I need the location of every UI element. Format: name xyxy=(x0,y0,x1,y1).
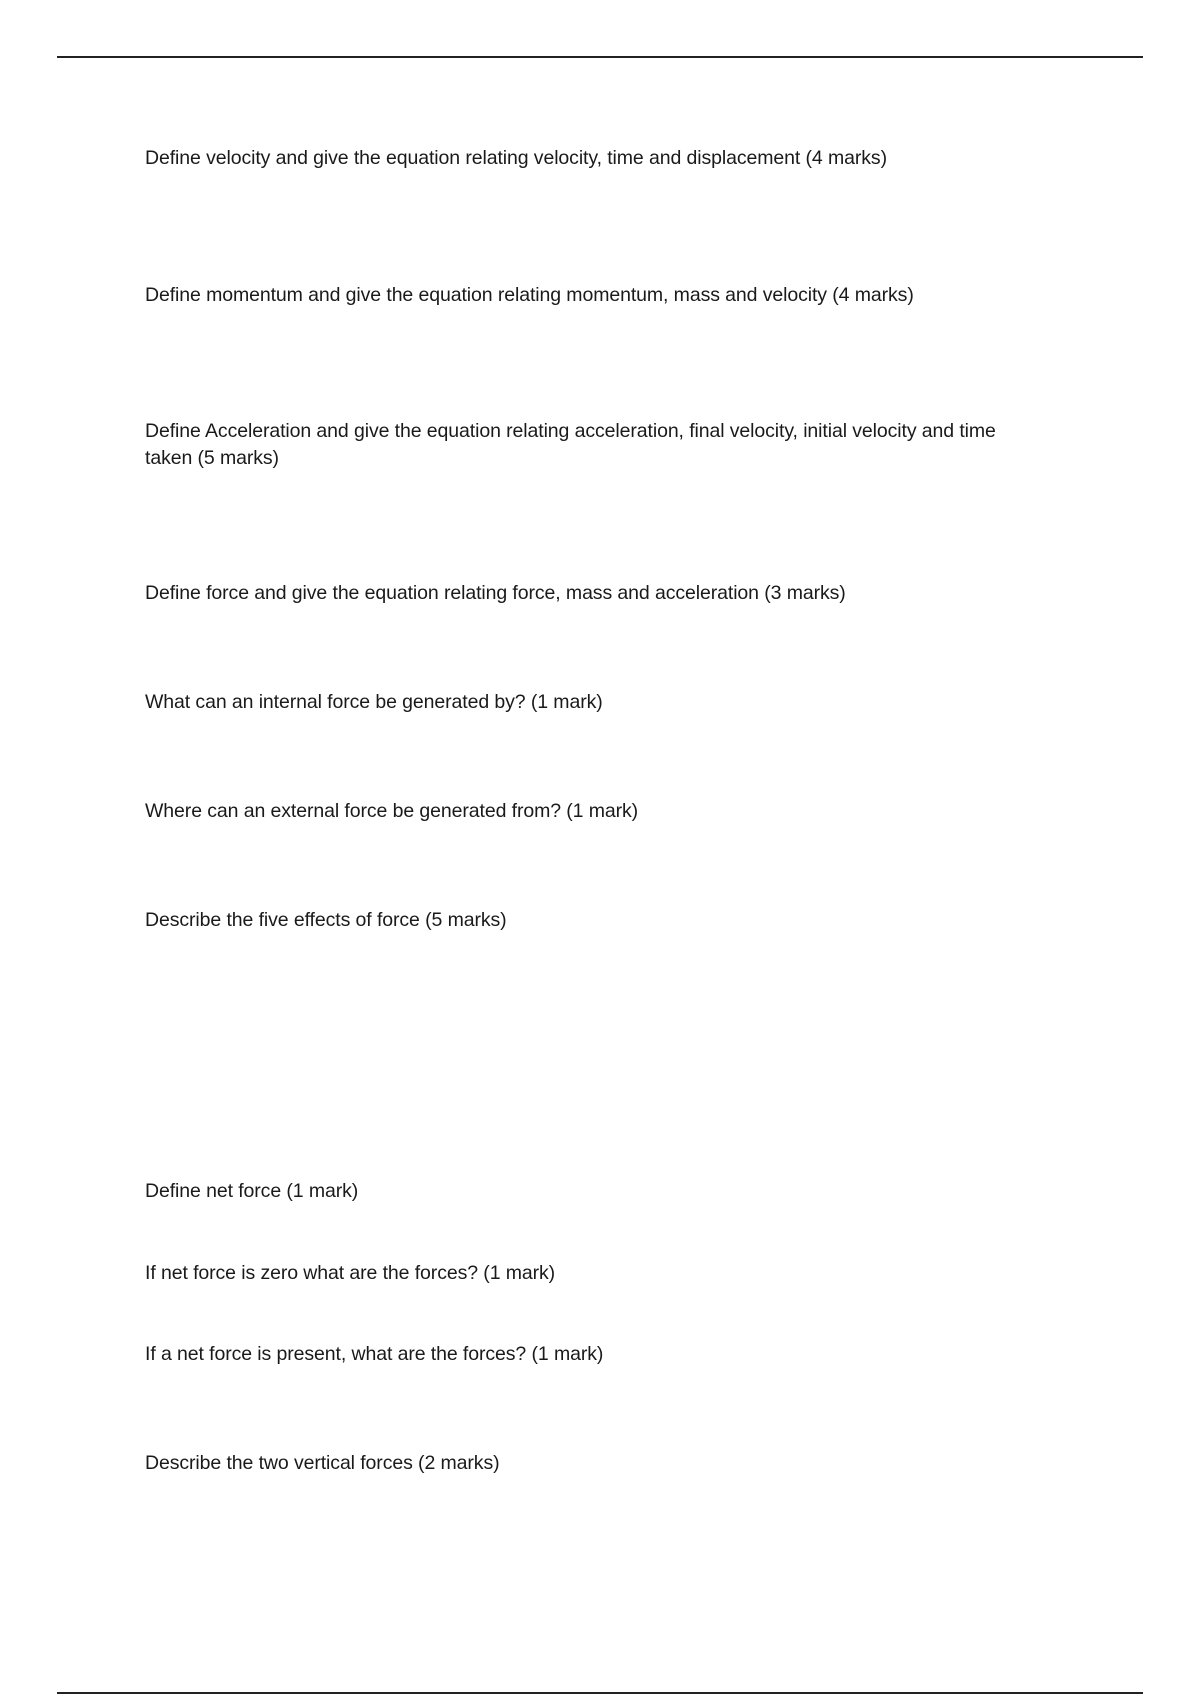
question-external-force: Where can an external force be generated from? (1 mark) xyxy=(145,800,639,822)
header-rule xyxy=(57,56,1143,58)
question-force: Define force and give the equation relating force, mass and acceleration (3 marks) xyxy=(145,582,846,604)
question-acceleration: Define Acceleration and give the equation relating acceleration, final velocity, initial velocity and time taken (5 marks) xyxy=(145,420,996,469)
question-vertical-forces: Describe the two vertical forces (2 marks) xyxy=(145,1452,500,1474)
question-net-force-present: If a net force is present, what are the forces? (1 mark) xyxy=(145,1343,604,1365)
question-velocity: Define velocity and give the equation relating velocity, time and displacement (4 marks) xyxy=(145,147,887,169)
question-effects-of-force: Describe the five effects of force (5 marks) xyxy=(145,909,507,931)
footer-rule xyxy=(57,1692,1143,1694)
question-internal-force: What can an internal force be generated by? (1 mark) xyxy=(145,691,603,713)
question-net-force: Define net force (1 mark) xyxy=(145,1180,359,1202)
question-net-force-zero: If net force is zero what are the forces? (1 mark) xyxy=(145,1262,556,1284)
question-momentum: Define momentum and give the equation relating momentum, mass and velocity (4 marks) xyxy=(145,284,914,306)
